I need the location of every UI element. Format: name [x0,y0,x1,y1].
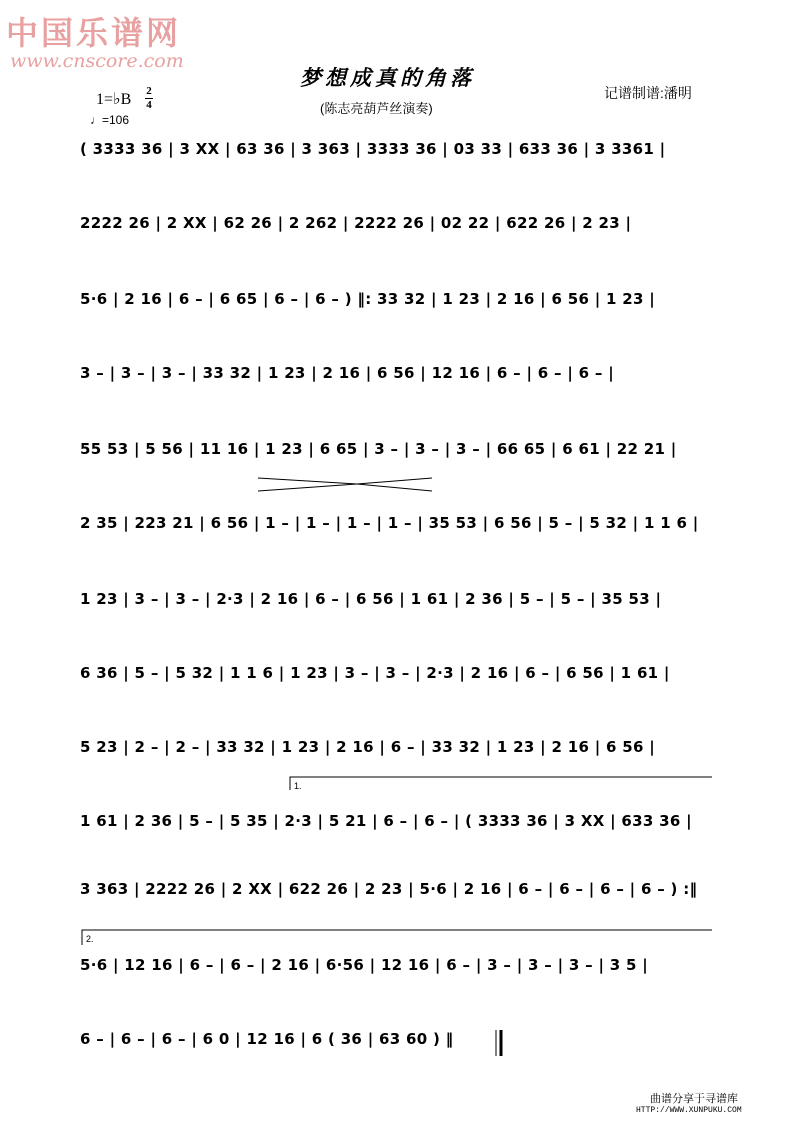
song-title: 梦想成真的角落 [300,65,475,90]
notation-line: 1 61 | 2 36 | 5 – | 5 35 | 2·3 | 5 21 | 6 – | 6 – | ( 3333 36 | 3 XX | 633 36 | [80,812,692,830]
notation-line: 3 363 | 2222 26 | 2 XX | 622 26 | 2 23 | 5·6 | 2 16 | 6 – | 6 – | 6 – | 6 – ) :‖ [80,880,698,898]
crescendo-hairpin [357,478,432,491]
notation-line: 6 36 | 5 – | 5 32 | 1 1 6 | 1 23 | 3 – | 3 – | 2·3 | 2 16 | 6 – | 6 56 | 1 61 | [80,664,670,682]
time-denominator: 4 [146,99,152,111]
notation-line: 5 23 | 2 – | 2 – | 33 32 | 1 23 | 2 16 | 6 – | 33 32 | 1 23 | 2 16 | 6 56 | [80,738,656,756]
time-numerator: 2 [146,85,152,97]
notation-line: 55 53 | 5 56 | 11 16 | 1 23 | 6 65 | 3 – | 3 – | 3 – | 66 65 | 6 61 | 22 21 | [80,440,677,458]
footer-source: 曲谱分享于寻谱库 [650,1093,738,1105]
notation-line: 2 35 | 223 21 | 6 56 | 1 – | 1 – | 1 – | 1 – | 35 53 | 6 56 | 5 – | 5 32 | 1 1 6 | [80,514,699,532]
notation-line: 1 23 | 3 – | 3 – | 2·3 | 2 16 | 6 – | 6 56 | 1 61 | 2 36 | 5 – | 5 – | 35 53 | [80,590,662,608]
notation-line: 5·6 | 12 16 | 6 – | 6 – | 2 16 | 6·56 | 12 16 | 6 – | 3 – | 3 – | 3 – | 3 5 | [80,956,649,974]
decrescendo-hairpin [258,478,357,491]
watermark-url: www.cnscore.com [10,50,184,72]
performer-subtitle: (陈志亮葫芦丝演奏) [320,101,433,116]
transcriber-credit: 记谱制谱:潘明 [604,85,692,101]
tempo-marking: ♩=106 [90,113,130,127]
notation-line: 5·6 | 2 16 | 6 – | 6 65 | 6 – | 6 – ) ‖: 33 32 | 1 23 | 2 16 | 6 56 | 1 23 | [80,290,656,308]
second-ending-bracket [82,930,712,945]
watermark-site-name: 中国乐谱网 [6,14,182,52]
first-ending-label: 1. [294,781,302,791]
second-ending-label: 2. [86,934,94,944]
notation-line: 3 – | 3 – | 3 – | 33 32 | 1 23 | 2 16 | 6 56 | 12 16 | 6 – | 6 – | 6 – | [80,364,615,382]
notation-line: ( 3333 36 | 3 XX | 63 36 | 3 363 | 3333 36 | 03 33 | 633 36 | 3 3361 | [80,140,666,158]
notation-line: 2222 26 | 2 XX | 62 26 | 2 262 | 2222 26 | 02 22 | 622 26 | 2 23 | [80,214,632,232]
footer-url: HTTP://WWW.XUNPUKU.COM [636,1106,742,1115]
first-ending-bracket [290,777,712,790]
notation-line: 6 – | 6 – | 6 – | 6 0 | 12 16 | 6 ( 36 | 63 60 ) ‖ [80,1030,454,1048]
key-signature: 1=♭B [96,91,132,108]
